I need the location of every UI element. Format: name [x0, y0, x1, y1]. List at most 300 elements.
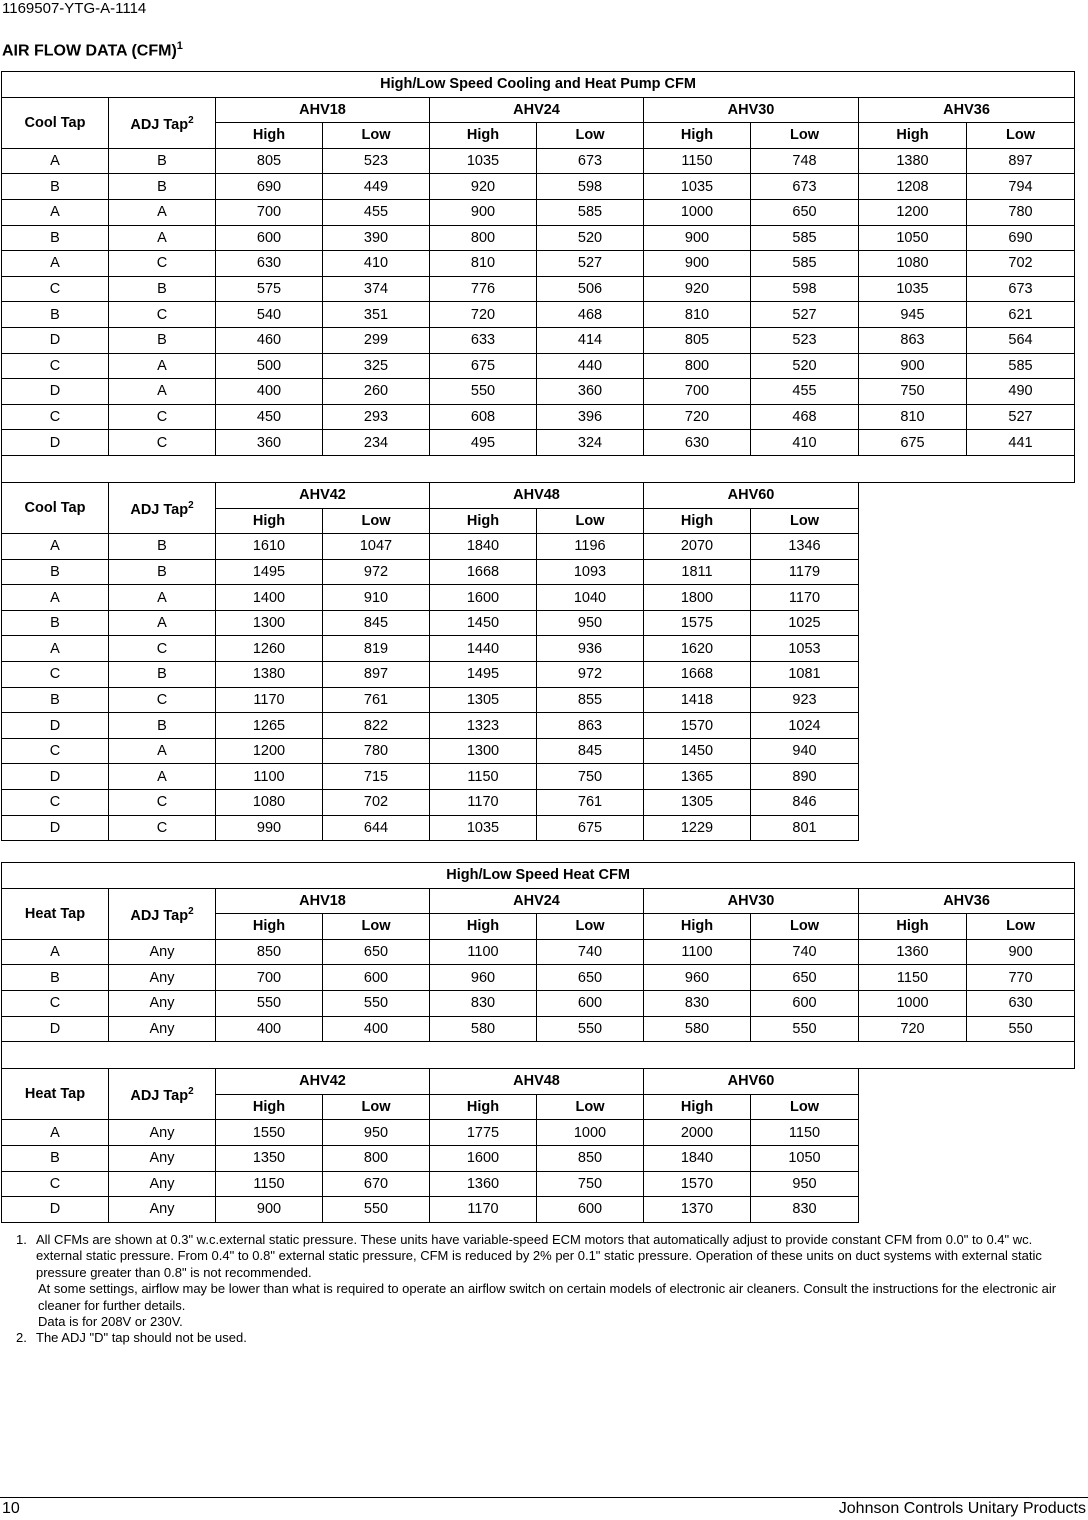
tap-cell: B	[2, 610, 109, 636]
footnote-text: All CFMs are shown at 0.3" w.c.external static pressure. These units have variable-speed ECM motors that automatically adjust to provide constant CFM from 0.0" to 0.4" wc. external static pressure. From 0.4" to 0.8" external static pressure, CFM is reduced by 2% per 0.1" static pressure. Operation of these units on duct systems with external static pressure greater than 0.8" is not recommended.	[36, 1232, 1042, 1280]
high-cfm-cell: 810	[859, 404, 967, 430]
low-cfm-cell: 650	[323, 939, 430, 965]
low-cfm-cell: 1047	[323, 534, 430, 560]
high-cfm-cell: 1080	[859, 251, 967, 277]
model-header: AHV60	[644, 1069, 859, 1095]
high-cfm-cell: 2000	[644, 1120, 751, 1146]
adj-tap-cell: Any	[109, 990, 216, 1016]
high-cfm-cell: 1260	[216, 636, 323, 662]
adj-tap-cell: C	[109, 687, 216, 713]
high-cfm-cell: 1360	[859, 939, 967, 965]
low-cfm-cell: 940	[751, 738, 859, 764]
low-cfm-cell: 468	[751, 404, 859, 430]
high-cfm-cell: 1575	[644, 610, 751, 636]
low-cfm-cell: 585	[967, 353, 1075, 379]
low-cfm-cell: 396	[537, 404, 644, 430]
adj-tap-column-header	[109, 482, 216, 533]
adj-tap-cell: C	[109, 790, 216, 816]
high-cfm-cell: 675	[430, 353, 537, 379]
high-cfm-cell: 1550	[216, 1120, 323, 1146]
low-header: Low	[323, 914, 430, 940]
tap-cell: C	[2, 1171, 109, 1197]
high-cfm-cell: 830	[644, 990, 751, 1016]
footnote-number: 2.	[16, 1330, 27, 1346]
high-cfm-cell: 1300	[430, 738, 537, 764]
low-cfm-cell: 1053	[751, 636, 859, 662]
high-cfm-cell: 960	[430, 965, 537, 991]
model-header-row	[2, 482, 1075, 508]
low-cfm-cell: 780	[967, 199, 1075, 225]
low-cfm-cell: 761	[537, 790, 644, 816]
low-cfm-cell: 527	[967, 404, 1075, 430]
tap-cell: B	[2, 174, 109, 200]
low-cfm-cell: 830	[751, 1197, 859, 1223]
high-cfm-cell: 633	[430, 327, 537, 353]
low-cfm-cell: 600	[537, 990, 644, 1016]
low-cfm-cell: 702	[967, 251, 1075, 277]
footer-rule	[0, 1497, 1088, 1498]
spacer-row	[2, 1042, 1075, 1069]
adj-tap-cell: B	[109, 174, 216, 200]
high-header: High	[644, 914, 751, 940]
high-cfm-cell: 1570	[644, 713, 751, 739]
high-cfm-cell: 800	[644, 353, 751, 379]
low-cfm-cell: 855	[537, 687, 644, 713]
high-cfm-cell: 1170	[216, 687, 323, 713]
table-row	[2, 225, 1075, 251]
section-title-footnote-ref: 1	[176, 40, 183, 52]
high-cfm-cell: 1080	[216, 790, 323, 816]
tap-cell: A	[2, 585, 109, 611]
high-cfm-cell: 1350	[216, 1145, 323, 1171]
adj-tap-cell: Any	[109, 965, 216, 991]
low-cfm-cell: 520	[751, 353, 859, 379]
adj-tap-cell: Any	[109, 1016, 216, 1042]
adj-tap-column-header	[109, 97, 216, 148]
heating-cfm-table	[1, 862, 1075, 1223]
low-cfm-cell: 621	[967, 302, 1075, 328]
model-header: AHV30	[644, 888, 859, 914]
high-cfm-cell: 1035	[430, 815, 537, 841]
low-cfm-cell: 822	[323, 713, 430, 739]
adj-tap-cell: C	[109, 430, 216, 456]
adj-tap-cell: B	[109, 148, 216, 174]
high-cfm-cell: 1170	[430, 790, 537, 816]
low-cfm-cell: 673	[537, 148, 644, 174]
low-cfm-cell: 585	[537, 199, 644, 225]
high-cfm-cell: 1811	[644, 559, 751, 585]
high-cfm-cell: 700	[644, 379, 751, 405]
high-cfm-cell: 720	[430, 302, 537, 328]
high-header: High	[430, 123, 537, 149]
adj-tap-cell: Any	[109, 1120, 216, 1146]
high-cfm-cell: 1775	[430, 1120, 537, 1146]
table-title-row	[2, 72, 1075, 98]
low-cfm-cell: 897	[967, 148, 1075, 174]
footnotes	[16, 1232, 1076, 1347]
low-cfm-cell: 585	[751, 251, 859, 277]
adj-tap-cell: A	[109, 199, 216, 225]
tap-cell: B	[2, 1145, 109, 1171]
high-cfm-cell: 1150	[859, 965, 967, 991]
tap-column-header: Cool Tap	[2, 482, 109, 533]
section-title	[2, 40, 183, 60]
adj-tap-cell: C	[109, 302, 216, 328]
low-cfm-cell: 750	[537, 1171, 644, 1197]
high-cfm-cell: 1450	[430, 610, 537, 636]
tap-cell: B	[2, 302, 109, 328]
adj-tap-column-header	[109, 888, 216, 939]
high-cfm-cell: 863	[859, 327, 967, 353]
adj-tap-cell: A	[109, 610, 216, 636]
adj-tap-cell: B	[109, 713, 216, 739]
high-cfm-cell: 608	[430, 404, 537, 430]
low-cfm-cell: 299	[323, 327, 430, 353]
low-cfm-cell: 455	[751, 379, 859, 405]
low-cfm-cell: 715	[323, 764, 430, 790]
tap-cell: B	[2, 687, 109, 713]
high-header: High	[859, 914, 967, 940]
tap-cell: A	[2, 199, 109, 225]
adj-tap-cell: B	[109, 559, 216, 585]
high-cfm-cell: 1100	[430, 939, 537, 965]
table-row	[2, 251, 1075, 277]
tap-cell: A	[2, 1120, 109, 1146]
high-cfm-cell: 460	[216, 327, 323, 353]
table-row	[2, 990, 1075, 1016]
tap-cell: A	[2, 636, 109, 662]
adj-tap-footnote-ref: 2	[188, 905, 194, 917]
tap-cell: C	[2, 404, 109, 430]
model-header: AHV36	[859, 888, 1075, 914]
high-cfm-cell: 1440	[430, 636, 537, 662]
low-cfm-cell: 1093	[537, 559, 644, 585]
high-cfm-cell: 500	[216, 353, 323, 379]
tap-cell: B	[2, 965, 109, 991]
model-header-row	[2, 97, 1075, 123]
adj-tap-label: ADJ Tap	[130, 501, 189, 518]
model-header-row	[2, 1069, 1075, 1095]
table-row	[2, 353, 1075, 379]
spacer-row	[2, 455, 1075, 482]
low-cfm-cell: 550	[323, 1197, 430, 1223]
low-cfm-cell: 863	[537, 713, 644, 739]
low-cfm-cell: 819	[323, 636, 430, 662]
model-header: AHV18	[216, 97, 430, 123]
tap-cell: D	[2, 1016, 109, 1042]
low-cfm-cell: 410	[751, 430, 859, 456]
low-header: Low	[323, 1094, 430, 1120]
cooling-cfm-table	[1, 71, 1075, 841]
tap-cell: B	[2, 225, 109, 251]
high-cfm-cell: 450	[216, 404, 323, 430]
high-cfm-cell: 550	[430, 379, 537, 405]
adj-tap-cell: B	[109, 662, 216, 688]
high-cfm-cell: 1495	[216, 559, 323, 585]
tap-cell: A	[2, 251, 109, 277]
low-header: Low	[537, 914, 644, 940]
model-header: AHV36	[859, 97, 1075, 123]
high-cfm-cell: 1380	[859, 148, 967, 174]
tap-cell: D	[2, 379, 109, 405]
adj-tap-cell: A	[109, 585, 216, 611]
high-cfm-cell: 1570	[644, 1171, 751, 1197]
table-row	[2, 199, 1075, 225]
high-cfm-cell: 1150	[216, 1171, 323, 1197]
high-cfm-cell: 805	[644, 327, 751, 353]
high-cfm-cell: 900	[644, 225, 751, 251]
low-cfm-cell: 234	[323, 430, 430, 456]
footnote-1	[16, 1232, 1076, 1330]
footnote-text: Data is for 208V or 230V.	[38, 1314, 183, 1330]
high-cfm-cell: 1035	[644, 174, 751, 200]
low-cfm-cell: 374	[323, 276, 430, 302]
high-cfm-cell: 580	[430, 1016, 537, 1042]
high-cfm-cell: 1300	[216, 610, 323, 636]
high-cfm-cell: 1305	[644, 790, 751, 816]
low-cfm-cell: 550	[323, 990, 430, 1016]
low-header: Low	[537, 508, 644, 534]
low-cfm-cell: 550	[537, 1016, 644, 1042]
document-id: 1169507-YTG-A-1114	[2, 0, 147, 17]
footnote-text: At some settings, airflow may be lower than what is required to operate an airflow switch on certain models of electronic air cleaners. Consult the instructions for the electronic air cleaner for further details.	[38, 1281, 1057, 1313]
adj-tap-cell: Any	[109, 939, 216, 965]
low-cfm-cell: 440	[537, 353, 644, 379]
tap-cell: D	[2, 1197, 109, 1223]
footnote-2	[16, 1330, 1076, 1346]
low-header: Low	[751, 123, 859, 149]
high-header: High	[216, 123, 323, 149]
table-row	[2, 148, 1075, 174]
high-cfm-cell: 1370	[644, 1197, 751, 1223]
tap-column-header: Cool Tap	[2, 97, 109, 148]
high-cfm-cell: 1668	[430, 559, 537, 585]
table-row	[2, 174, 1075, 200]
high-cfm-cell: 690	[216, 174, 323, 200]
high-cfm-cell: 1035	[859, 276, 967, 302]
low-cfm-cell: 950	[751, 1171, 859, 1197]
tap-cell: B	[2, 559, 109, 585]
high-cfm-cell: 400	[216, 1016, 323, 1042]
high-cfm-cell: 1265	[216, 713, 323, 739]
low-cfm-cell: 293	[323, 404, 430, 430]
high-header: High	[430, 914, 537, 940]
low-cfm-cell: 449	[323, 174, 430, 200]
high-cfm-cell: 1150	[644, 148, 751, 174]
tap-cell: C	[2, 738, 109, 764]
tap-cell: C	[2, 662, 109, 688]
high-cfm-cell: 990	[216, 815, 323, 841]
low-cfm-cell: 523	[751, 327, 859, 353]
adj-tap-cell: B	[109, 276, 216, 302]
high-header: High	[216, 914, 323, 940]
adj-tap-cell: C	[109, 404, 216, 430]
high-cfm-cell: 805	[216, 148, 323, 174]
low-cfm-cell: 520	[537, 225, 644, 251]
adj-tap-cell: A	[109, 225, 216, 251]
high-cfm-cell: 1000	[644, 199, 751, 225]
high-cfm-cell: 900	[859, 353, 967, 379]
low-header: Low	[537, 1094, 644, 1120]
table-row	[2, 965, 1075, 991]
low-cfm-cell: 740	[537, 939, 644, 965]
low-cfm-cell: 650	[537, 965, 644, 991]
low-cfm-cell: 845	[323, 610, 430, 636]
low-cfm-cell: 1179	[751, 559, 859, 585]
spacer-cell	[2, 1042, 1075, 1069]
low-cfm-cell: 750	[537, 764, 644, 790]
high-cfm-cell: 1610	[216, 534, 323, 560]
high-cfm-cell: 900	[644, 251, 751, 277]
high-cfm-cell: 720	[859, 1016, 967, 1042]
high-cfm-cell: 920	[644, 276, 751, 302]
high-cfm-cell: 800	[430, 225, 537, 251]
high-header: High	[644, 508, 751, 534]
high-cfm-cell: 1380	[216, 662, 323, 688]
high-cfm-cell: 1050	[859, 225, 967, 251]
high-cfm-cell: 1840	[430, 534, 537, 560]
adj-tap-footnote-ref: 2	[188, 114, 194, 126]
adj-tap-cell: C	[109, 251, 216, 277]
tap-cell: D	[2, 713, 109, 739]
low-cfm-cell: 455	[323, 199, 430, 225]
low-cfm-cell: 1000	[537, 1120, 644, 1146]
low-cfm-cell: 800	[323, 1145, 430, 1171]
high-header: High	[859, 123, 967, 149]
page-number: 10	[2, 1500, 20, 1517]
high-cfm-cell: 1100	[644, 939, 751, 965]
high-cfm-cell: 1668	[644, 662, 751, 688]
high-cfm-cell: 945	[859, 302, 967, 328]
adj-tap-label: ADJ Tap	[130, 907, 189, 924]
footnote-number: 1.	[16, 1232, 27, 1247]
low-cfm-cell: 630	[967, 990, 1075, 1016]
high-cfm-cell: 400	[216, 379, 323, 405]
high-cfm-cell: 540	[216, 302, 323, 328]
adj-tap-cell: Any	[109, 1171, 216, 1197]
adj-tap-label: ADJ Tap	[130, 1088, 189, 1105]
low-cfm-cell: 1081	[751, 662, 859, 688]
tap-cell: D	[2, 815, 109, 841]
table-title: High/Low Speed Heat CFM	[2, 863, 1075, 889]
low-cfm-cell: 390	[323, 225, 430, 251]
low-cfm-cell: 441	[967, 430, 1075, 456]
high-cfm-cell: 1360	[430, 1171, 537, 1197]
model-header: AHV24	[430, 97, 644, 123]
high-header: High	[216, 1094, 323, 1120]
high-cfm-cell: 960	[644, 965, 751, 991]
model-header: AHV60	[644, 482, 859, 508]
high-cfm-cell: 1495	[430, 662, 537, 688]
low-cfm-cell: 414	[537, 327, 644, 353]
adj-tap-cell: C	[109, 636, 216, 662]
high-cfm-cell: 1620	[644, 636, 751, 662]
low-cfm-cell: 260	[323, 379, 430, 405]
low-cfm-cell: 670	[323, 1171, 430, 1197]
low-cfm-cell: 650	[751, 965, 859, 991]
high-cfm-cell: 630	[644, 430, 751, 456]
tap-cell: D	[2, 764, 109, 790]
high-cfm-cell: 900	[216, 1197, 323, 1223]
tap-cell: A	[2, 534, 109, 560]
high-cfm-cell: 1200	[216, 738, 323, 764]
low-header: Low	[751, 508, 859, 534]
tap-cell: C	[2, 276, 109, 302]
low-cfm-cell: 972	[537, 662, 644, 688]
low-header: Low	[751, 1094, 859, 1120]
table-title: High/Low Speed Cooling and Heat Pump CFM	[2, 72, 1075, 98]
adj-tap-footnote-ref: 2	[188, 1086, 194, 1098]
high-cfm-cell: 1305	[430, 687, 537, 713]
low-cfm-cell: 600	[323, 965, 430, 991]
low-cfm-cell: 1024	[751, 713, 859, 739]
low-cfm-cell: 400	[323, 1016, 430, 1042]
model-header: AHV42	[216, 1069, 430, 1095]
low-cfm-cell: 740	[751, 939, 859, 965]
high-cfm-cell: 1800	[644, 585, 751, 611]
tap-cell: C	[2, 353, 109, 379]
low-cfm-cell: 1050	[751, 1145, 859, 1171]
high-cfm-cell: 1400	[216, 585, 323, 611]
high-header: High	[216, 508, 323, 534]
low-cfm-cell: 600	[751, 990, 859, 1016]
footnote-text: The ADJ "D" tap should not be used.	[36, 1330, 247, 1346]
low-cfm-cell: 1150	[751, 1120, 859, 1146]
low-header: Low	[323, 508, 430, 534]
tap-column-header: Heat Tap	[2, 888, 109, 939]
low-cfm-cell: 360	[537, 379, 644, 405]
low-cfm-cell: 910	[323, 585, 430, 611]
low-cfm-cell: 644	[323, 815, 430, 841]
low-cfm-cell: 673	[751, 174, 859, 200]
tap-column-header: Heat Tap	[2, 1069, 109, 1120]
table-row	[2, 379, 1075, 405]
low-cfm-cell: 527	[537, 251, 644, 277]
high-cfm-cell: 1840	[644, 1145, 751, 1171]
low-cfm-cell: 1040	[537, 585, 644, 611]
table-row	[2, 302, 1075, 328]
low-cfm-cell: 1346	[751, 534, 859, 560]
model-header: AHV48	[430, 1069, 644, 1095]
low-cfm-cell: 900	[967, 939, 1075, 965]
tap-cell: C	[2, 790, 109, 816]
table-row	[2, 1016, 1075, 1042]
low-cfm-cell: 850	[537, 1145, 644, 1171]
high-cfm-cell: 675	[859, 430, 967, 456]
model-header-row	[2, 888, 1075, 914]
model-header: AHV24	[430, 888, 644, 914]
low-cfm-cell: 585	[751, 225, 859, 251]
adj-tap-footnote-ref: 2	[188, 500, 194, 512]
low-cfm-cell: 1196	[537, 534, 644, 560]
low-cfm-cell: 598	[751, 276, 859, 302]
adj-tap-cell: B	[109, 534, 216, 560]
adj-tap-column-header	[109, 1069, 216, 1120]
low-cfm-cell: 770	[967, 965, 1075, 991]
high-cfm-cell: 580	[644, 1016, 751, 1042]
low-cfm-cell: 936	[537, 636, 644, 662]
low-cfm-cell: 845	[537, 738, 644, 764]
high-cfm-cell: 700	[216, 199, 323, 225]
adj-tap-cell: A	[109, 353, 216, 379]
high-cfm-cell: 900	[430, 199, 537, 225]
high-header: High	[644, 1094, 751, 1120]
high-cfm-cell: 776	[430, 276, 537, 302]
low-cfm-cell: 324	[537, 430, 644, 456]
adj-tap-cell: Any	[109, 1145, 216, 1171]
low-cfm-cell: 923	[751, 687, 859, 713]
high-cfm-cell: 630	[216, 251, 323, 277]
